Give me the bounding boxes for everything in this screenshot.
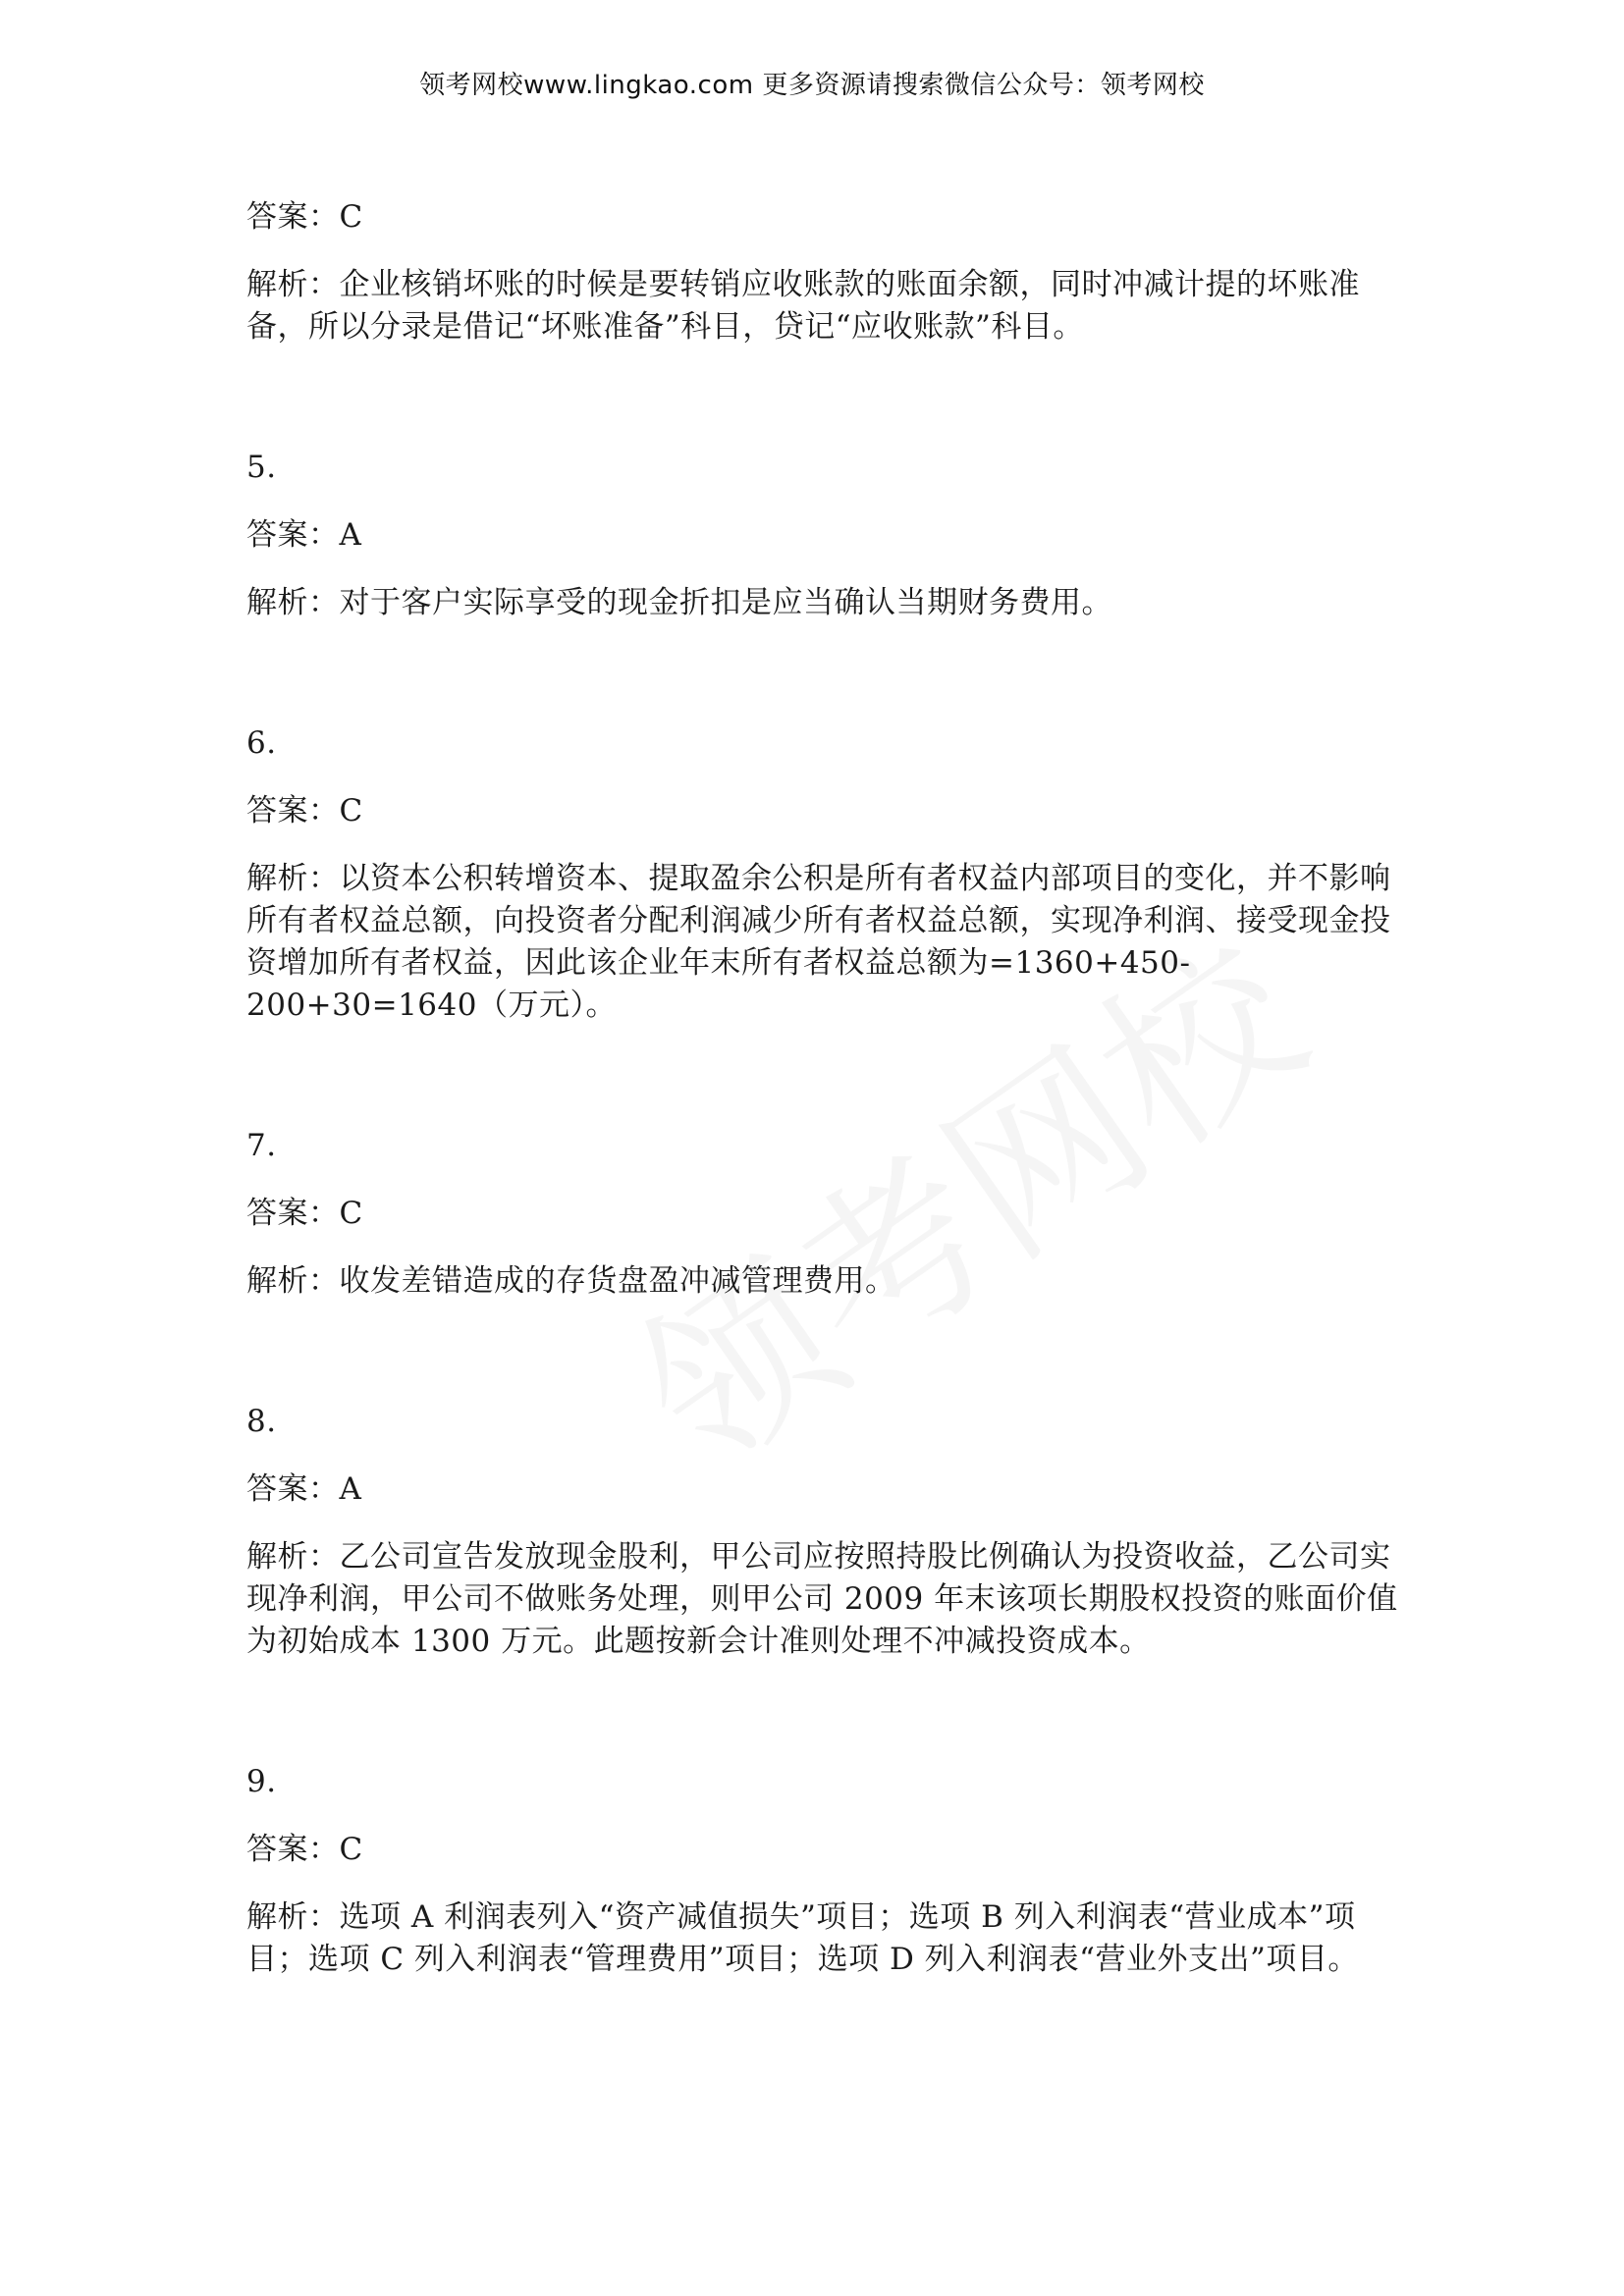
analysis-text: 解析：乙公司宣告发放现金股利，甲公司应按照持股比例确认为投资收益，乙公司实现净利润，甲公司不做账务处理，则甲公司 2009 年末该项长期股权投资的账面价值为初始成本 1300 万元。此题按新会计准则处理不冲减投资成本。 bbox=[246, 1539, 1398, 1659]
question-number: 5. bbox=[246, 450, 277, 485]
answer-block bbox=[246, 196, 1405, 348]
question-number: 9. bbox=[246, 1764, 277, 1799]
question-number: 6. bbox=[246, 725, 277, 761]
answer-block bbox=[246, 1125, 1405, 1303]
question-number: 7. bbox=[246, 1128, 277, 1163]
answer-line: 答案：C bbox=[246, 793, 363, 828]
answer-block bbox=[246, 447, 1405, 624]
answer-content bbox=[246, 196, 1405, 1981]
question-number: 8. bbox=[246, 1404, 277, 1439]
answer-line: 答案：A bbox=[246, 517, 362, 553]
analysis-text: 解析：以资本公积转增资本、提取盈余公积是所有者权益内部项目的变化，并不影响所有者权益总额，向投资者分配利润减少所有者权益总额，实现净利润、接受现金投资增加所有者权益，因此该企业年末所有者权益总额为=1360+450-200+30=1640（万元）。 bbox=[246, 861, 1391, 1023]
answer-block bbox=[246, 1761, 1405, 1981]
answer-block bbox=[246, 722, 1405, 1027]
analysis-text: 解析：收发差错造成的存货盘盈冲减管理费用。 bbox=[246, 1263, 896, 1299]
answer-line: 答案：C bbox=[246, 1196, 363, 1231]
analysis-text: 解析：对于客户实际享受的现金折扣是应当确认当期财务费用。 bbox=[246, 585, 1112, 620]
answer-line: 答案：C bbox=[246, 1832, 363, 1867]
answer-block bbox=[246, 1401, 1405, 1663]
analysis-text: 解析：企业核销坏账的时候是要转销应收账款的账面余额，同时冲减计提的坏账准备，所以分录是借记“坏账准备”科目，贷记“应收账款”科目。 bbox=[246, 267, 1360, 345]
answer-line: 答案：C bbox=[246, 199, 363, 235]
analysis-text: 解析：选项 A 利润表列入“资产减值损失”项目；选项 B 列入利润表“营业成本”项目；选项 C 列入利润表“管理费用”项目；选项 D 列入利润表“营业外支出”项目。 bbox=[246, 1899, 1359, 1977]
answer-line: 答案：A bbox=[246, 1471, 362, 1507]
page-header: 领考网校www.lingkao.com 更多资源请搜索微信公众号：领考网校 bbox=[419, 71, 1205, 100]
